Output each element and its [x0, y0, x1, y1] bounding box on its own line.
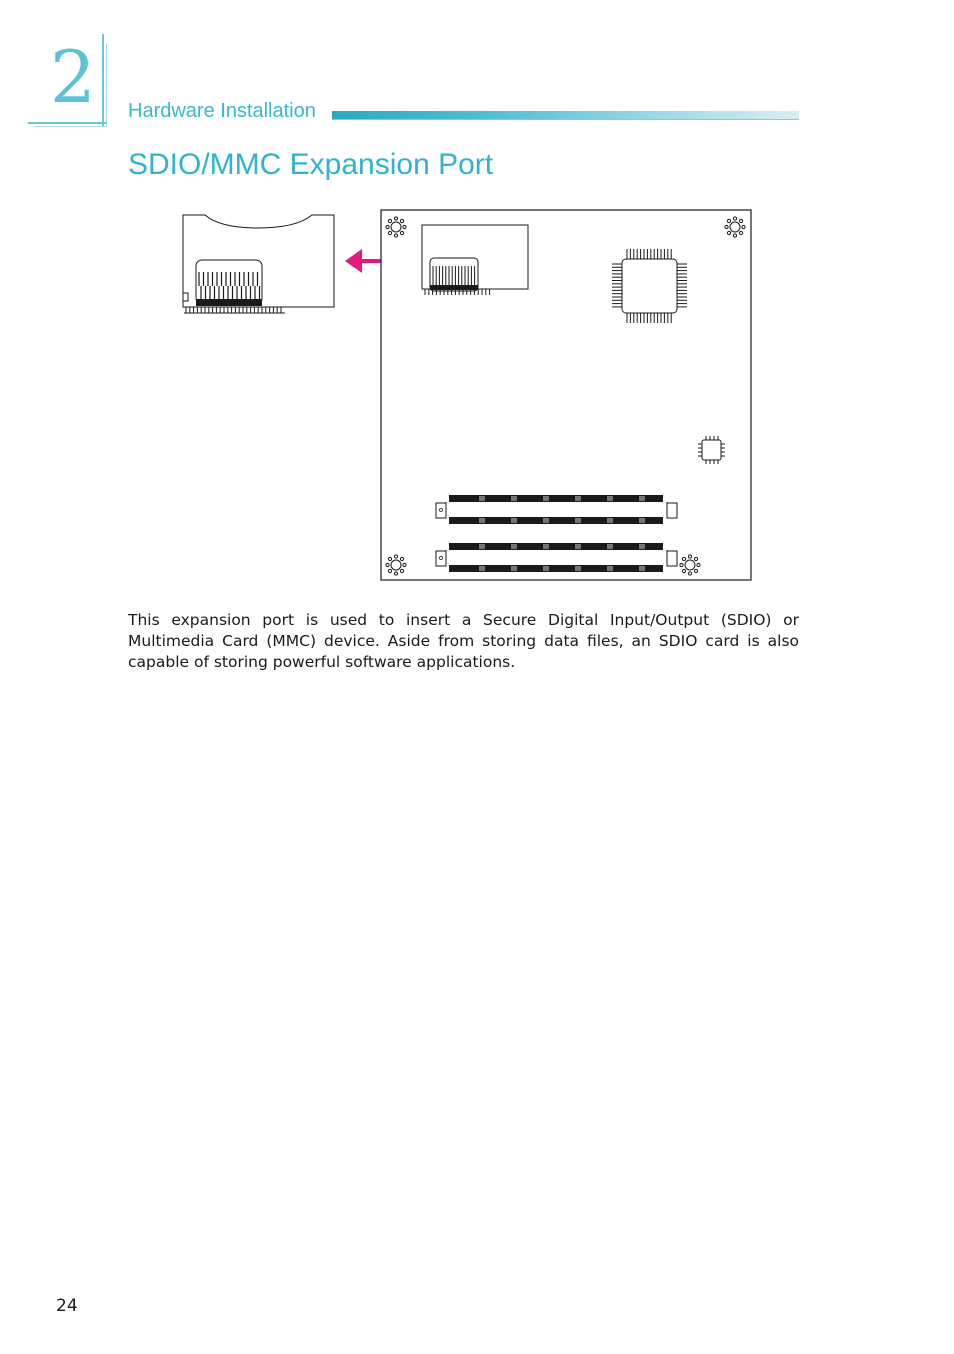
body-paragraph: This expansion port is used to insert a Secure Digital Input/Output (SDIO) or Multimedia Card (MMC) device. Aside from storing data files, an SDIO card is also capable of storing powerful software applications.	[128, 611, 799, 671]
page-title: SDIO/MMC Expansion Port	[128, 148, 494, 181]
board-diagram	[0, 0, 954, 600]
sd-connector-on-board	[422, 225, 528, 295]
section-label: Hardware Installation	[128, 100, 316, 122]
sd-connector-enlarged	[183, 215, 334, 313]
page-number: 24	[56, 1296, 78, 1316]
chapter-number: 2	[50, 35, 96, 119]
qfp-chip	[612, 249, 687, 323]
